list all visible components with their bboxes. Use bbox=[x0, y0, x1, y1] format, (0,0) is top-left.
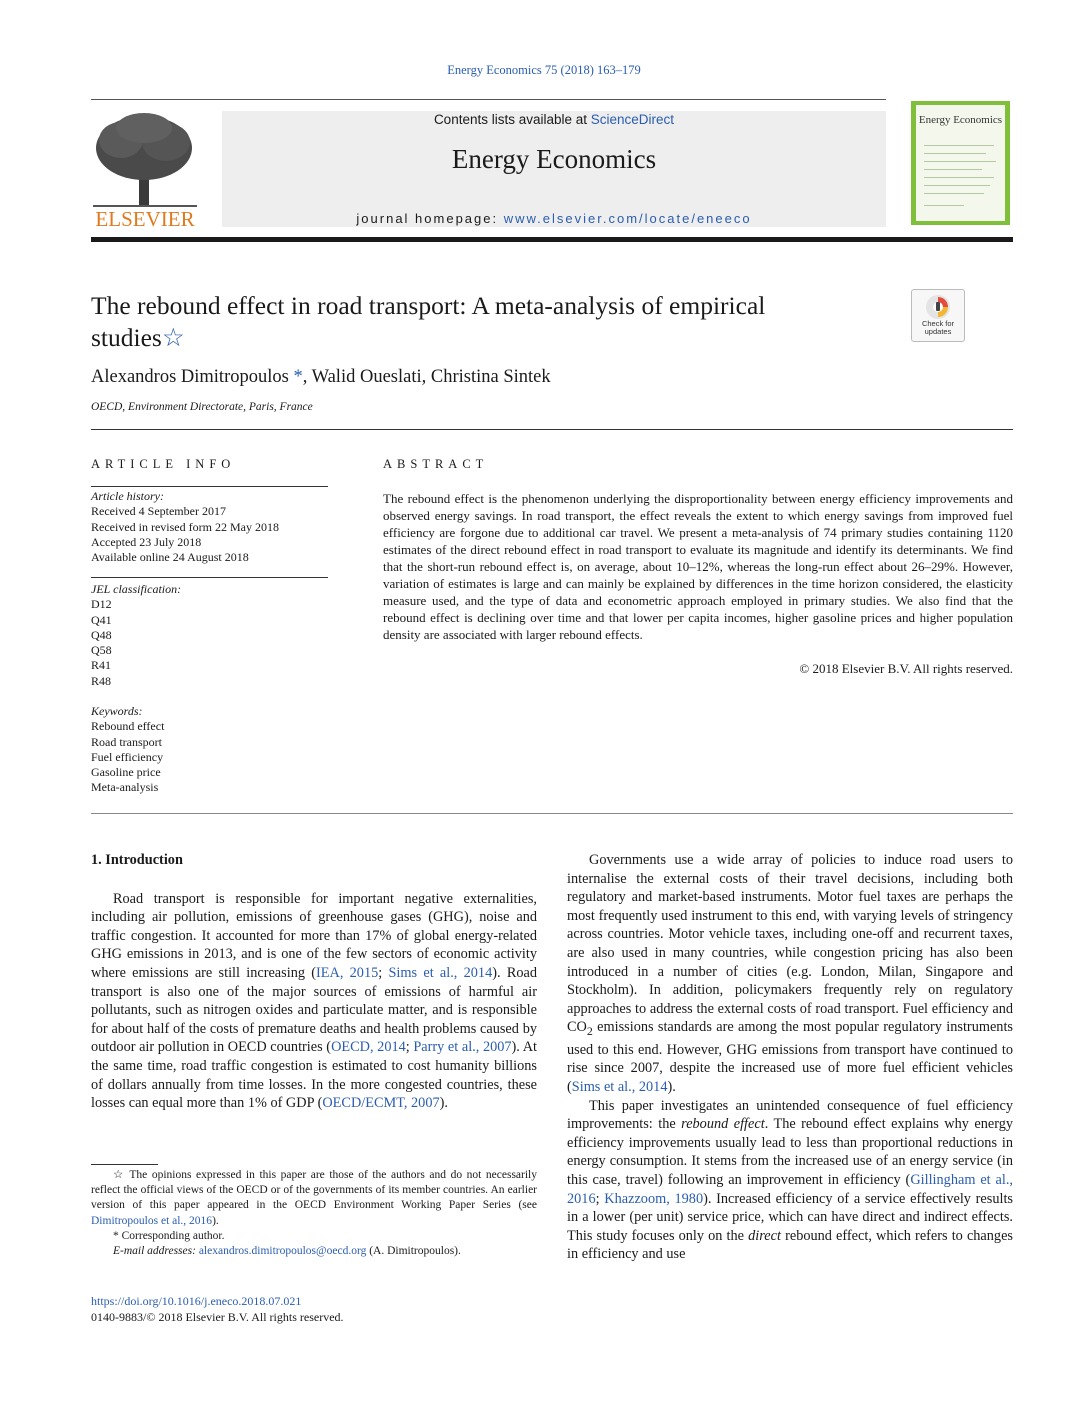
footnote-corresponding: * Corresponding author. bbox=[113, 1229, 225, 1242]
paper-title bbox=[91, 290, 811, 354]
cover-line bbox=[924, 153, 986, 154]
cover-line bbox=[924, 193, 984, 194]
elsevier-logo[interactable] bbox=[91, 110, 199, 230]
abstract-heading: ABSTRACT bbox=[383, 457, 489, 471]
jel-code: Q48 bbox=[91, 627, 112, 642]
article-info-rule bbox=[91, 486, 328, 487]
keyword: Fuel efficiency bbox=[91, 749, 164, 764]
footnote-rule bbox=[91, 1164, 158, 1165]
check-for-updates-button[interactable] bbox=[911, 289, 965, 342]
keyword: Rebound effect bbox=[91, 719, 165, 734]
check-updates-icon bbox=[925, 294, 951, 320]
keyword: Road transport bbox=[91, 734, 162, 749]
citation-link[interactable]: Dimitropoulos et al., 2016 bbox=[91, 1214, 213, 1227]
journal-homepage bbox=[222, 211, 886, 226]
keywords-heading: Keywords: bbox=[91, 704, 143, 718]
citation-link[interactable]: OECD/ECMT, 2007 bbox=[322, 1095, 440, 1112]
citation-link[interactable]: Sims et al., 2014 bbox=[388, 964, 493, 981]
citation-link[interactable]: Gillingham et al., 2016 bbox=[567, 1171, 1013, 1207]
check-updates-label: Check for updates bbox=[921, 319, 955, 336]
contents-line bbox=[222, 112, 886, 127]
jel-code: D12 bbox=[91, 597, 112, 612]
footnote-mark: ☆ bbox=[113, 1169, 126, 1181]
intro-paragraph-1: Road transport is responsible for important negative externalities, including air pollution, emissions of greenhouse gases (GHG), noise and traffic congestion. It accounted for more than 17% of global energy-related GHG emissions in 2013, and is one of the few sectors of economic activity where emissions are still increasing (IEA, 2015; Sims et al., 2014). Road transport is also one of the major sources of emissions of harmful air pollutants, such as nitrogen oxides and particulate matter, and is responsible for about half of the costs of premature deaths and health problems caused by outdoor air pollution in OECD countries (OECD, 2014; Parry et al., 2007). At the same time, road traffic congestion is estimated to cost humanity billions of dollars annually from time losses. In the more congested countries, these losses can equal more than 1% of GDP (OECD/ECMT, 2007). bbox=[91, 890, 538, 1112]
section-heading-introduction: 1. Introduction bbox=[91, 852, 183, 868]
jel-classification bbox=[91, 582, 181, 689]
title-footnote-mark[interactable]: ☆ bbox=[161, 323, 185, 352]
keywords bbox=[91, 704, 164, 796]
abstract-copyright: © 2018 Elsevier B.V. All rights reserved. bbox=[799, 661, 1013, 676]
history-item: Received 4 September 2017 bbox=[91, 504, 226, 519]
cover-line bbox=[924, 205, 964, 206]
author-dimitropoulos[interactable]: Alexandros Dimitropoulos bbox=[91, 367, 289, 387]
citation-link[interactable]: OECD, 2014 bbox=[331, 1039, 406, 1056]
cover-line bbox=[924, 185, 990, 186]
doi-link[interactable] bbox=[91, 1294, 301, 1309]
citation-link[interactable]: IEA, 2015 bbox=[316, 964, 379, 981]
cover-line bbox=[924, 161, 996, 162]
body-column-left bbox=[91, 851, 537, 1113]
history-item: Accepted 23 July 2018 bbox=[91, 534, 202, 549]
intro-paragraph-2: Governments use a wide array of policies to induce road users to internalise the external costs of their travel decisions, including both regulatory and market-based instruments. Motor fuel taxes are perhaps the most frequently used instrument to this end, with varying levels of stringency across countries. Motor vehicle taxes, including one-off and recurrent taxes, are also used in many countries, while congestion pricing has also been introduced in a number of cities (e.g. London, Milan, Singapore and Stockholm). In addition, policymakers frequently rely on regulatory approaches to address the external costs of road transport. Fuel efficiency and $CO_2$ emissions standards are among the most popular regulatory instruments used to this end. However, GHG emissions from transport have continued to rise since 2007, despite the increased use of more fuel efficient vehicles (Sims et al., 2014). bbox=[567, 852, 1013, 1095]
intro-paragraph-3: This paper investigates an unintended consequence of fuel efficiency improvements: the rebound effect. The rebound effect explains why energy efficiency improvements usually lead to less than proportional reductions in energy consumption. It stems from the increased use of an energy service (in this case, travel) following an improvement in efficiency (Gillingham et al., 2016; Khazzoom, 1980). Increased efficiency of a service effectively results in a lower (per unit) service price, which can have direct and indirect effects. This study focuses only on the direct rebound effect, which refers to changes in efficiency and use bbox=[567, 1097, 1013, 1263]
body-column-right bbox=[567, 851, 1013, 1264]
jel-heading: JEL classification: bbox=[91, 582, 182, 596]
issn-line: 0140-9883/© 2018 Elsevier B.V. All rights reserved. bbox=[91, 1310, 344, 1324]
corresponding-author-mark[interactable]: * bbox=[293, 367, 303, 387]
history-item: Available online 24 August 2018 bbox=[91, 550, 249, 565]
footnote-disclaimer: ☆ The opinions expressed in this paper are those of the authors and do not necessarily reflect the official views of the OECD or of the governments of its member countries. An earlier version of this paper appeared in the OECD Environment Working Paper Series (see Dimitropoulos et al., 2016). bbox=[91, 1169, 537, 1227]
citation-link[interactable]: Khazzoom, 1980 bbox=[604, 1190, 704, 1207]
email-link[interactable]: alexandros.dimitropoulos@oecd.org bbox=[198, 1245, 367, 1258]
footnotes bbox=[91, 1168, 537, 1259]
sciencedirect-link[interactable]: ScienceDirect bbox=[590, 112, 675, 127]
history-heading: Article history: bbox=[91, 489, 164, 503]
footnote-email: E-mail addresses: alexandros.dimitropoulos@oecd.org (A. Dimitropoulos). bbox=[113, 1245, 461, 1258]
citation-link[interactable]: Sims et al., 2014 bbox=[571, 1078, 668, 1095]
keyword: Gasoline price bbox=[91, 765, 161, 780]
journal-cover-thumbnail[interactable] bbox=[911, 101, 1010, 225]
abstract-text: The rebound effect is the phenomenon underlying the disproportionality between energy efficiency improvements and observed energy savings. In road transport, the effect reveals the extent to which energy savings from improved fuel efficiency are forgone due to additional car travel. We present a meta-analysis of 74 primary studies containing 1120 estimates of the direct rebound effect in road transport to evaluate its magnitude and identify its determinants. We find that the short-run rebound effect is, on average, about 10–12%, whereas the long-run effect about 26–29%. However, variation of estimates is large and can mainly be explained by differences in the time horizon considered, the elasticity measure used, and the type of data and econometric approach employed in primary studies. We also find that the rebound effect is declining over time and that lower per capita incomes, higher gasoline prices and higher population density are associated with larger rebound effects. bbox=[383, 491, 1013, 642]
title-text: The rebound effect in road transport: A meta-analysis of empirical studies bbox=[91, 291, 766, 352]
homepage-prefix: journal homepage: bbox=[356, 211, 504, 226]
history-item: Received in revised form 22 May 2018 bbox=[91, 519, 279, 534]
publisher-wordmark: ELSEVIER bbox=[95, 207, 195, 230]
jel-code: Q58 bbox=[91, 643, 112, 658]
header-rule bbox=[91, 429, 1013, 430]
article-info-heading: ARTICLE INFO bbox=[91, 457, 236, 471]
abstract-bottom-rule bbox=[91, 813, 1013, 814]
article-history bbox=[91, 489, 279, 565]
doi-url[interactable]: https://doi.org/10.1016/j.eneco.2018.07.021 bbox=[91, 1294, 302, 1308]
author-list bbox=[91, 367, 551, 388]
top-rule bbox=[91, 99, 886, 100]
cover-title: Energy Economics bbox=[918, 114, 1003, 126]
contents-prefix: Contents lists available at bbox=[433, 112, 591, 127]
jel-code: R48 bbox=[91, 673, 112, 688]
header-thick-rule bbox=[91, 237, 1013, 242]
jel-code: R41 bbox=[91, 658, 112, 673]
cover-line bbox=[924, 169, 982, 170]
affiliation: OECD, Environment Directorate, Paris, France bbox=[91, 401, 313, 413]
jel-code: Q41 bbox=[91, 612, 112, 627]
homepage-link[interactable]: www.elsevier.com/locate/eneeco bbox=[503, 211, 752, 226]
journal-reference[interactable]: Energy Economics 75 (2018) 163–179 bbox=[447, 63, 641, 77]
cover-page bbox=[916, 105, 1005, 221]
other-authors: , Walid Oueslati, Christina Sintek bbox=[302, 367, 551, 387]
cover-line bbox=[924, 145, 994, 146]
journal-name: Energy Economics bbox=[451, 144, 657, 174]
article-info-rule bbox=[91, 577, 328, 578]
elsevier-tree-icon bbox=[91, 110, 199, 230]
citation-link[interactable]: Parry et al., 2007 bbox=[413, 1039, 512, 1056]
cover-line bbox=[924, 177, 994, 178]
keyword: Meta-analysis bbox=[91, 780, 159, 795]
